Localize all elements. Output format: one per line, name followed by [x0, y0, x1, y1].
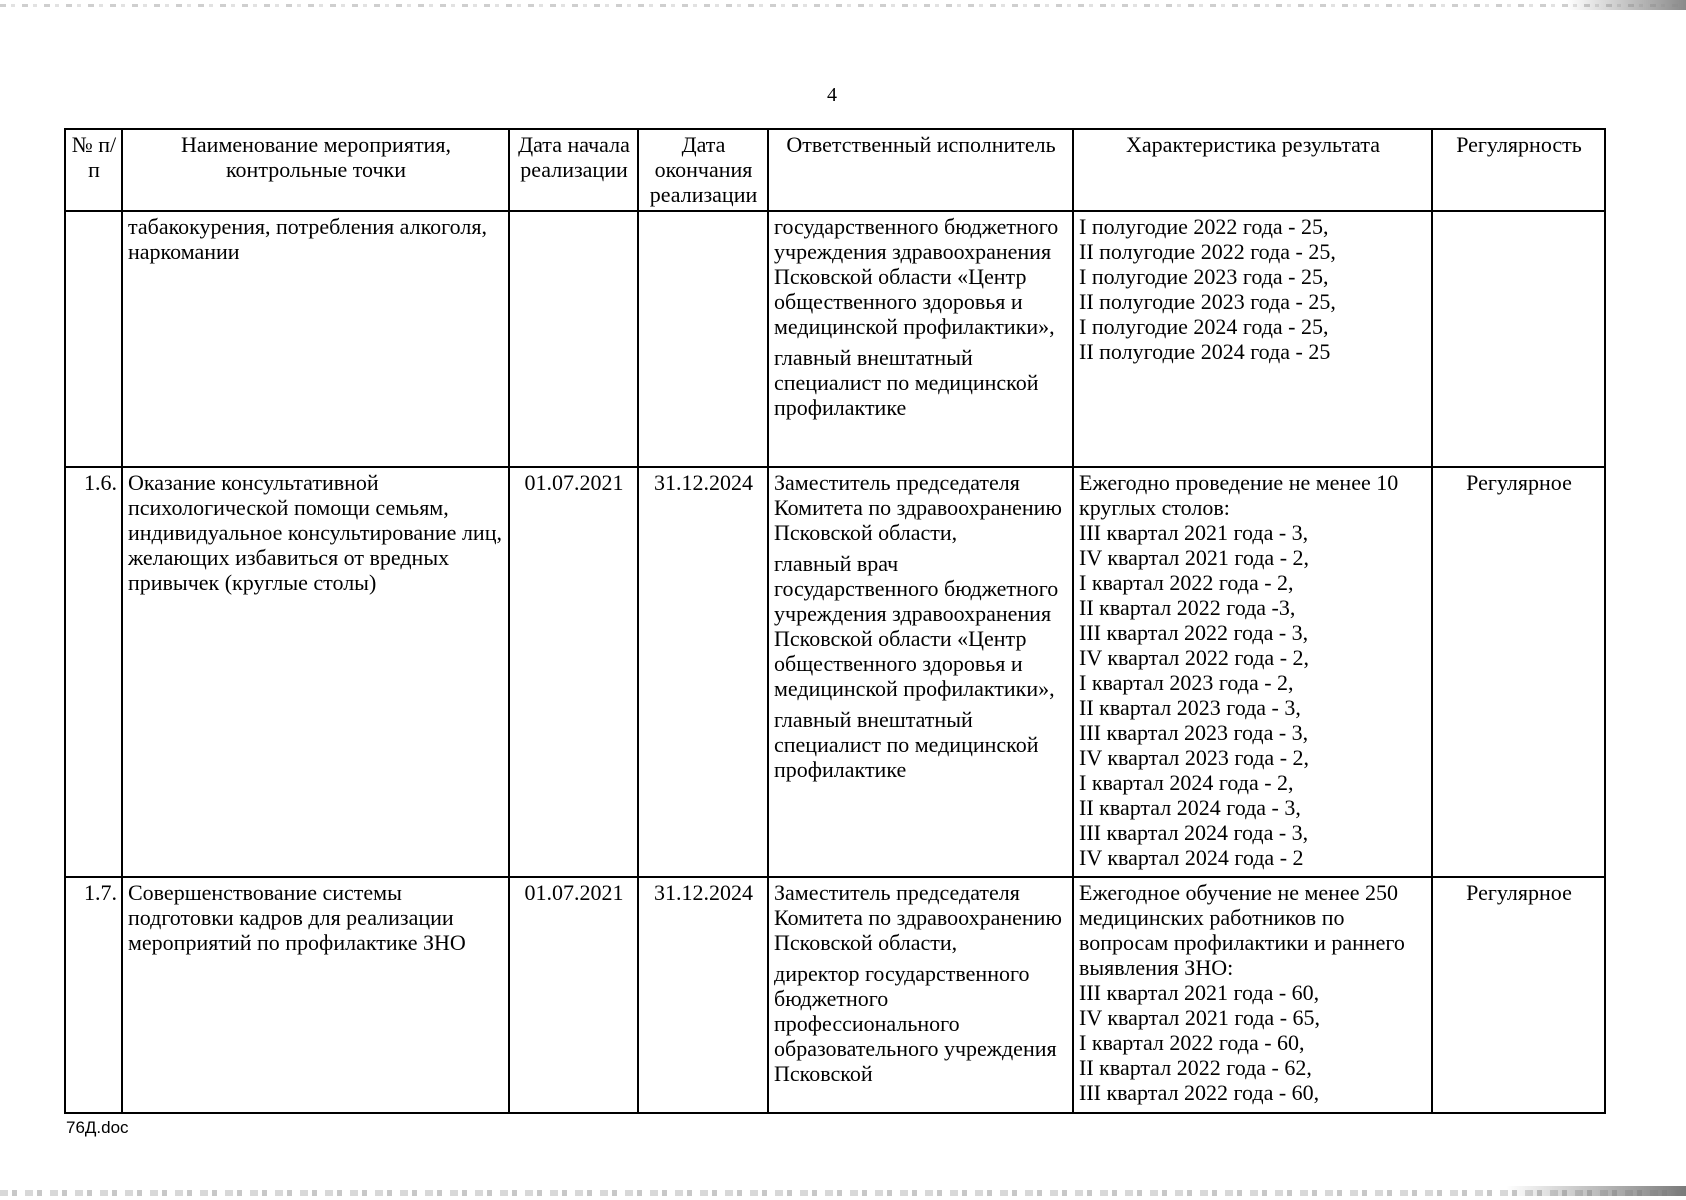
result-line: I квартал 2024 года - 2, [1079, 770, 1294, 795]
result-line: III квартал 2022 года - 3, [1079, 620, 1309, 645]
result-line: II полугодие 2023 года - 25, [1079, 289, 1336, 314]
row-regularity [1432, 211, 1605, 467]
result-line: III квартал 2023 года - 3, [1079, 720, 1309, 745]
result-line: III квартал 2021 года - 60, [1079, 980, 1320, 1005]
executor-entry: главный внештатный специалист по медицинской профилактике [774, 707, 1039, 782]
row-name: Оказание консультативной психологической помощи семьям, индивидуальное консультирование лиц, желающих избавиться от вредных привычек (круглые столы) [122, 467, 509, 877]
row-executor [768, 877, 1073, 1113]
header-name: Наименование мероприятия, контрольные точки [122, 129, 509, 211]
scan-shadow-top [1566, 0, 1686, 10]
row-regularity: Регулярное [1432, 877, 1605, 1113]
result-line: II полугодие 2022 года - 25, [1079, 239, 1336, 264]
header-end-date: Дата окончания реализации [638, 129, 768, 211]
result-line: IV квартал 2023 года - 2, [1079, 745, 1310, 770]
executor-entry: главный внештатный специалист по медицинской профилактике [774, 345, 1039, 420]
table-row [65, 467, 1605, 877]
result-line: IV квартал 2022 года - 2, [1079, 645, 1310, 670]
result-line: I квартал 2022 года - 2, [1079, 570, 1294, 595]
row-num [65, 211, 122, 467]
row-name: табакокурения, потребления алкоголя, наркомании [122, 211, 509, 467]
executor-entry: государственного бюджетного учреждения здравоохранения Псковской области «Центр общественного здоровья и медицинской профилактики», [774, 214, 1059, 339]
result-line: II квартал 2022 года -3, [1079, 595, 1296, 620]
row-end-date: 31.12.2024 [638, 877, 768, 1113]
result-line: IV квартал 2021 года - 2, [1079, 545, 1310, 570]
row-result [1073, 211, 1432, 467]
row-executor [768, 211, 1073, 467]
result-line: Ежегодное обучение не менее 250 медицинских работников по вопросам профилактики и раннего выявления ЗНО: [1079, 880, 1405, 980]
result-line: III квартал 2021 года - 3, [1079, 520, 1309, 545]
result-line: II полугодие 2024 года - 25 [1079, 339, 1331, 364]
result-line: IV квартал 2024 года - 2 [1079, 845, 1304, 870]
header-regularity: Регулярность [1432, 129, 1605, 211]
row-start-date: 01.07.2021 [509, 467, 638, 877]
scan-edge-bottom [0, 1190, 1686, 1196]
executor-entry: директор государственного бюджетного профессионального образовательного учреждения Псковской [774, 961, 1057, 1086]
header-start-date: Дата начала реализации [509, 129, 638, 211]
result-line: I полугодие 2022 года - 25, [1079, 214, 1329, 239]
result-line: II квартал 2024 года - 3, [1079, 795, 1301, 820]
result-line: I квартал 2023 года - 2, [1079, 670, 1294, 695]
result-line: IV квартал 2021 года - 65, [1079, 1005, 1321, 1030]
result-line: II квартал 2022 года - 62, [1079, 1055, 1312, 1080]
result-line: II квартал 2023 года - 3, [1079, 695, 1301, 720]
executor-entry: главный врач государственного бюджетного учреждения здравоохранения Псковской области «Центр общественного здоровья и медицинской профилактики», [774, 551, 1059, 701]
row-start-date [509, 211, 638, 467]
table-row [65, 211, 1605, 467]
row-result [1073, 467, 1432, 877]
scan-shadow-bottom [1506, 1186, 1686, 1196]
executor-entry: Заместитель председателя Комитета по здравоохранению Псковской области, [774, 470, 1062, 545]
header-executor: Ответственный исполнитель [768, 129, 1073, 211]
row-executor [768, 467, 1073, 877]
header-num: № п/п [65, 129, 122, 211]
table-row [65, 877, 1605, 1113]
result-line: III квартал 2024 года - 3, [1079, 820, 1309, 845]
result-line: Ежегодно проведение не менее 10 круглых столов: [1079, 470, 1399, 520]
result-line: I полугодие 2023 года - 25, [1079, 264, 1329, 289]
row-result [1073, 877, 1432, 1113]
row-start-date: 01.07.2021 [509, 877, 638, 1113]
row-num: 1.7. [65, 877, 122, 1113]
result-line: III квартал 2022 года - 60, [1079, 1080, 1320, 1105]
executor-entry: Заместитель председателя Комитета по здравоохранению Псковской области, [774, 880, 1062, 955]
row-name: Совершенствование системы подготовки кадров для реализации мероприятий по профилактике ЗНО [122, 877, 509, 1113]
table-header-row [65, 129, 1605, 211]
header-result: Характеристика результата [1073, 129, 1432, 211]
page-number: 4 [827, 84, 837, 106]
result-line: I квартал 2022 года - 60, [1079, 1030, 1305, 1055]
file-name-footer: 76Д.doc [66, 1118, 129, 1137]
result-line: I полугодие 2024 года - 25, [1079, 314, 1329, 339]
row-end-date: 31.12.2024 [638, 467, 768, 877]
row-end-date [638, 211, 768, 467]
events-table [64, 128, 1606, 1114]
row-num: 1.6. [65, 467, 122, 877]
scan-edge-top [0, 4, 1686, 7]
row-regularity: Регулярное [1432, 467, 1605, 877]
